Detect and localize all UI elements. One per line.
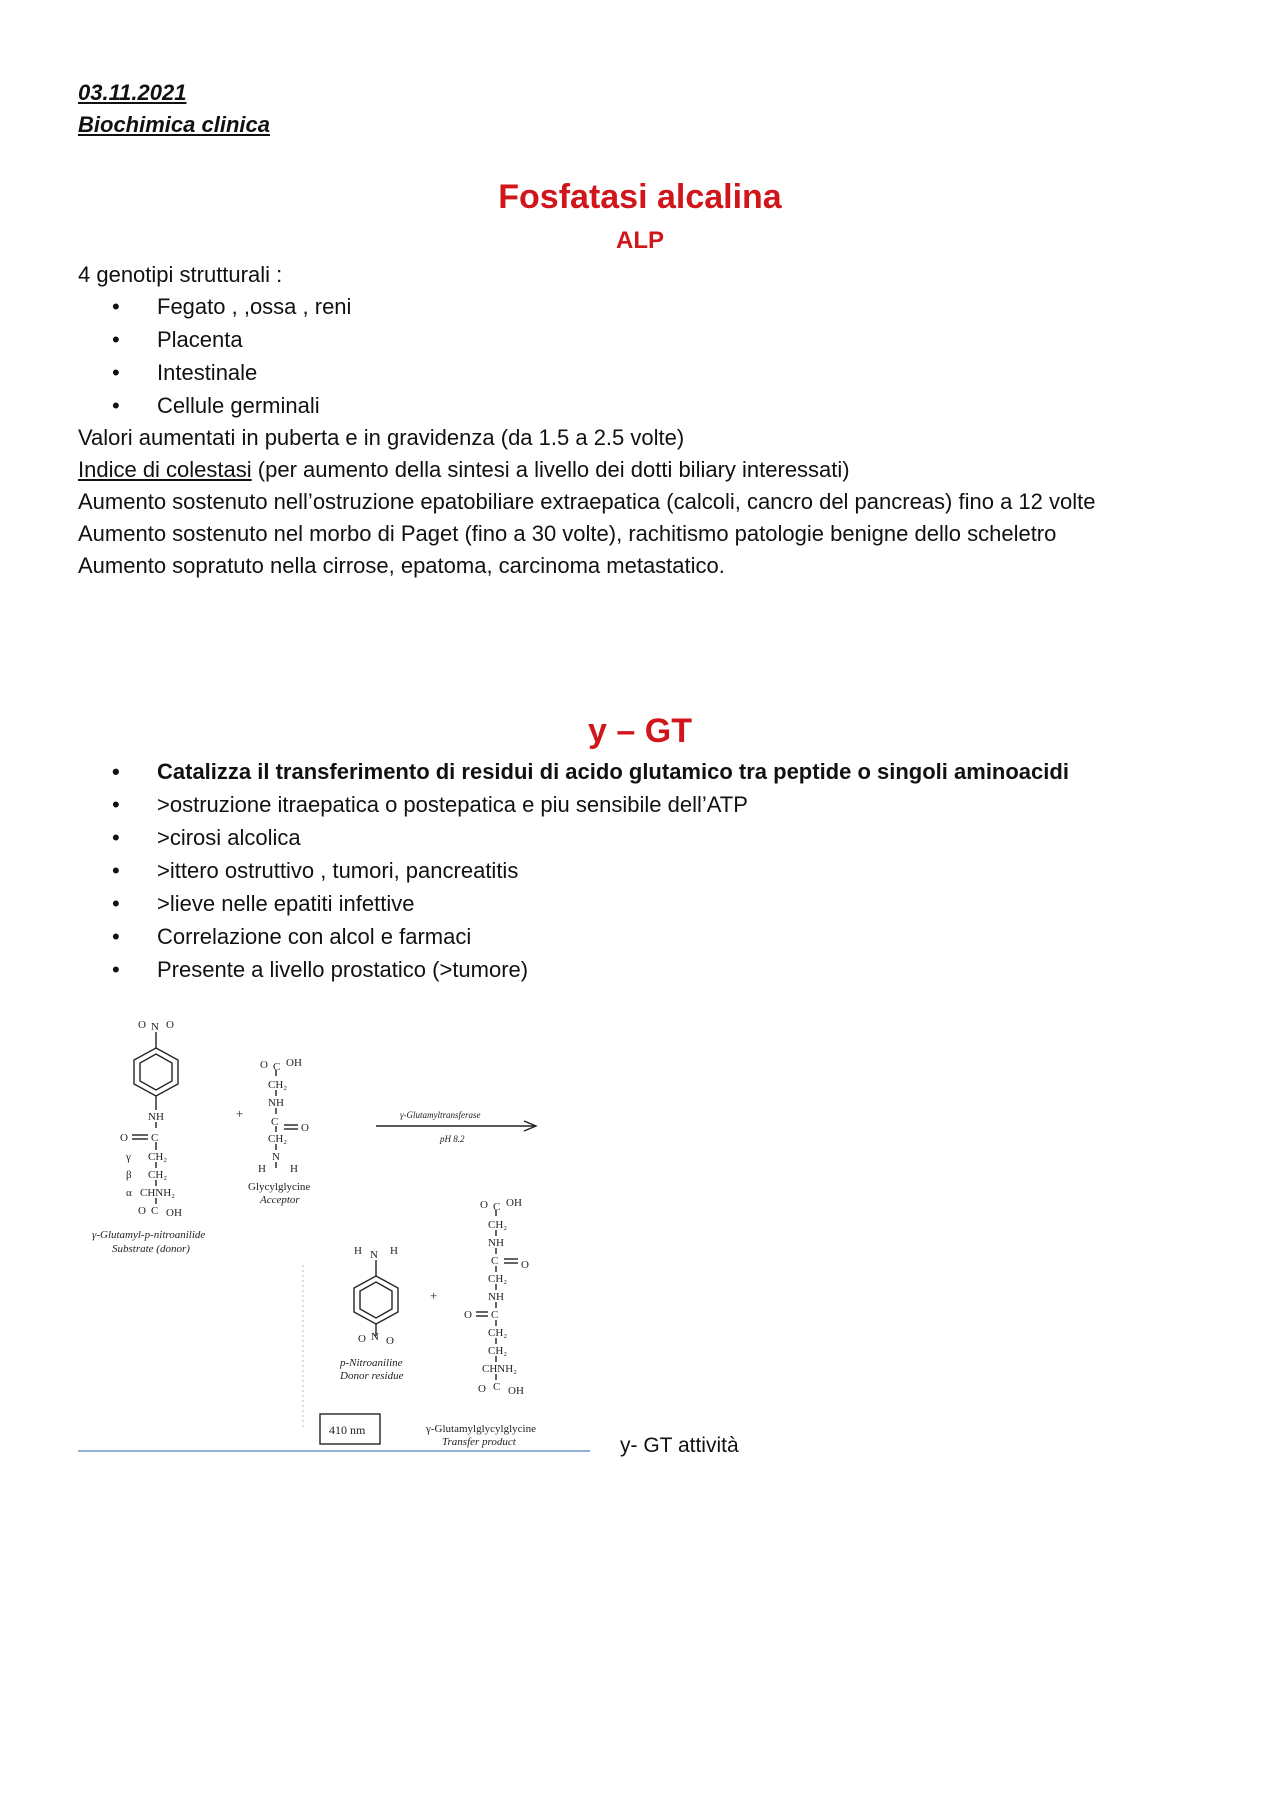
substrate-nitro-n: N [151, 1021, 159, 1033]
list-item: • Catalizza il transferimento di residui di acido glutamico tra peptide o singoli aminoacidi [112, 755, 1069, 788]
list-item: • Cellule germinali [112, 389, 351, 422]
alp-subtitle: ALP [616, 227, 664, 254]
cholestasis-underlined: Indice di colestasi [78, 457, 252, 482]
product2-ch2-4: CH₂ [488, 1345, 508, 1357]
product2-nh-1: NH [488, 1237, 504, 1249]
acceptor-h-right: H [290, 1163, 298, 1175]
acceptor-h-left: H [258, 1163, 266, 1175]
list-item: • >ostruzione itraepatica o postepatica e piu sensibile dell’ATP [112, 788, 1069, 821]
substrate-alpha: α [126, 1187, 132, 1199]
substrate-cooh-oh: OH [166, 1207, 182, 1219]
acceptor-ch2-2: CH₂ [268, 1133, 288, 1145]
substrate-gamma: γ [126, 1151, 131, 1163]
substrate-beta: β [126, 1169, 132, 1181]
acceptor-c: C [271, 1116, 279, 1128]
list-item: • >lieve nelle epatiti infettive [112, 887, 1069, 920]
product2-c-2: C [491, 1309, 499, 1321]
product2-ch2-2: CH₂ [488, 1273, 508, 1285]
product2-c-o-1: O [521, 1259, 529, 1271]
alp-intro: 4 genotipi strutturali : [78, 262, 283, 287]
product2-end-o: O [478, 1383, 486, 1395]
product2-ch2-1: CH₂ [488, 1219, 508, 1231]
substrate-role: Substrate (donor) [112, 1243, 190, 1255]
list-item: • Presente a livello prostatico (>tumore) [112, 953, 1069, 986]
list-item: • >ittero ostruttivo , tumori, pancreatitis [112, 854, 1069, 887]
substrate-nh: NH [148, 1111, 164, 1123]
alp-line-paget: Aumento sostenuto nel morbo di Paget (fino a 30 volte), rachitismo patologie benigne dello scheletro [78, 521, 1057, 546]
substrate-co-c: C [151, 1132, 159, 1144]
product1-nitro-n: N [371, 1331, 379, 1343]
acceptor-c-o: O [301, 1122, 309, 1134]
acceptor-ch2-1: CH₂ [268, 1079, 288, 1091]
acceptor-n: N [272, 1151, 280, 1163]
substrate-nitro-o-left: O [138, 1019, 146, 1031]
substrate-chnh2: CHNH₂ [140, 1187, 176, 1199]
substrate-cooh-o: O [138, 1205, 146, 1217]
acceptor-cooh-c: C [273, 1061, 281, 1073]
product2-name: γ-Glutamylglycylglycine [426, 1423, 536, 1435]
wavelength-label: 410 nm [329, 1423, 366, 1437]
plus-sign-1: + [236, 1106, 244, 1121]
list-item: • Placenta [112, 323, 351, 356]
alp-line-obstruction: Aumento sostenuto nell’ostruzione epatobiliare extraepatica (calcoli, cancro del pancreas) fino a 12 volte [78, 489, 1096, 514]
product2-end-c: C [493, 1381, 501, 1393]
substrate-name: γ-Glutamyl-p-nitroanilide [92, 1229, 206, 1241]
acceptor-nh: NH [268, 1097, 284, 1109]
product1-nitro-o-right: O [386, 1335, 394, 1347]
substrate-cooh-c: C [151, 1205, 159, 1217]
acceptor-cooh-oh: OH [286, 1057, 302, 1069]
product2-nh-2: NH [488, 1291, 504, 1303]
acceptor-cooh-o: O [260, 1059, 268, 1071]
list-item: • >cirosi alcolica [112, 821, 1069, 854]
substrate-ch2-gamma: CH₂ [148, 1151, 168, 1163]
product1-name: p-Nitroaniline [340, 1357, 403, 1369]
ggt-list [112, 755, 1069, 986]
alp-genotype-list [112, 290, 351, 422]
cholestasis-rest: (per aumento della sintesi a livello dei dotti biliary interessati) [251, 457, 850, 482]
ggt-title: y – GT [588, 712, 692, 750]
alp-line-cholestasis [78, 457, 850, 483]
product2-cooh-oh: OH [506, 1197, 522, 1209]
product1-h-right: H [390, 1245, 398, 1257]
product2-cooh-c: C [493, 1201, 501, 1213]
acceptor-role: Acceptor [260, 1194, 300, 1206]
substrate-nitro-o-right: O [166, 1019, 174, 1031]
product1-role: Donor residue [340, 1370, 404, 1382]
list-item: • Intestinale [112, 356, 351, 389]
product2-ch2-3: CH₂ [488, 1327, 508, 1339]
plus-sign-2: + [430, 1288, 438, 1303]
product2-role: Transfer product [442, 1436, 516, 1448]
document-date: 03.11.2021 [78, 80, 187, 105]
ggt-reaction-diagram [78, 1010, 618, 1460]
substrate-co-o: O [120, 1132, 128, 1144]
product2-c-1: C [491, 1255, 499, 1267]
product2-end-oh: OH [508, 1385, 524, 1397]
list-item: • Correlazione con alcol e farmaci [112, 920, 1069, 953]
alp-line-values: Valori aumentati in puberta e in gravidenza (da 1.5 a 2.5 volte) [78, 425, 685, 450]
document-course: Biochimica clinica [78, 112, 270, 137]
alp-line-cirrhosis: Aumento sopratuto nella cirrose, epatoma, carcinoma metastatico. [78, 553, 725, 578]
product2-cooh-o: O [480, 1199, 488, 1211]
enzyme-label: γ-Glutamyltransferase [400, 1110, 481, 1120]
ggt-activity-caption: y- GT attività [620, 1434, 739, 1457]
product1-h-left: H [354, 1245, 362, 1257]
alp-title: Fosfatasi alcalina [498, 178, 782, 216]
acceptor-name: Glycylglycine [248, 1181, 311, 1193]
product1-n: N [370, 1249, 378, 1261]
ph-label: pH 8.2 [440, 1134, 465, 1144]
product2-chnh2: CHNH₂ [482, 1363, 518, 1375]
product1-nitro-o-left: O [358, 1333, 366, 1345]
list-item: • Fegato , ,ossa , reni [112, 290, 351, 323]
product2-c-o-2: O [464, 1309, 472, 1321]
substrate-ch2-beta: CH₂ [148, 1169, 168, 1181]
